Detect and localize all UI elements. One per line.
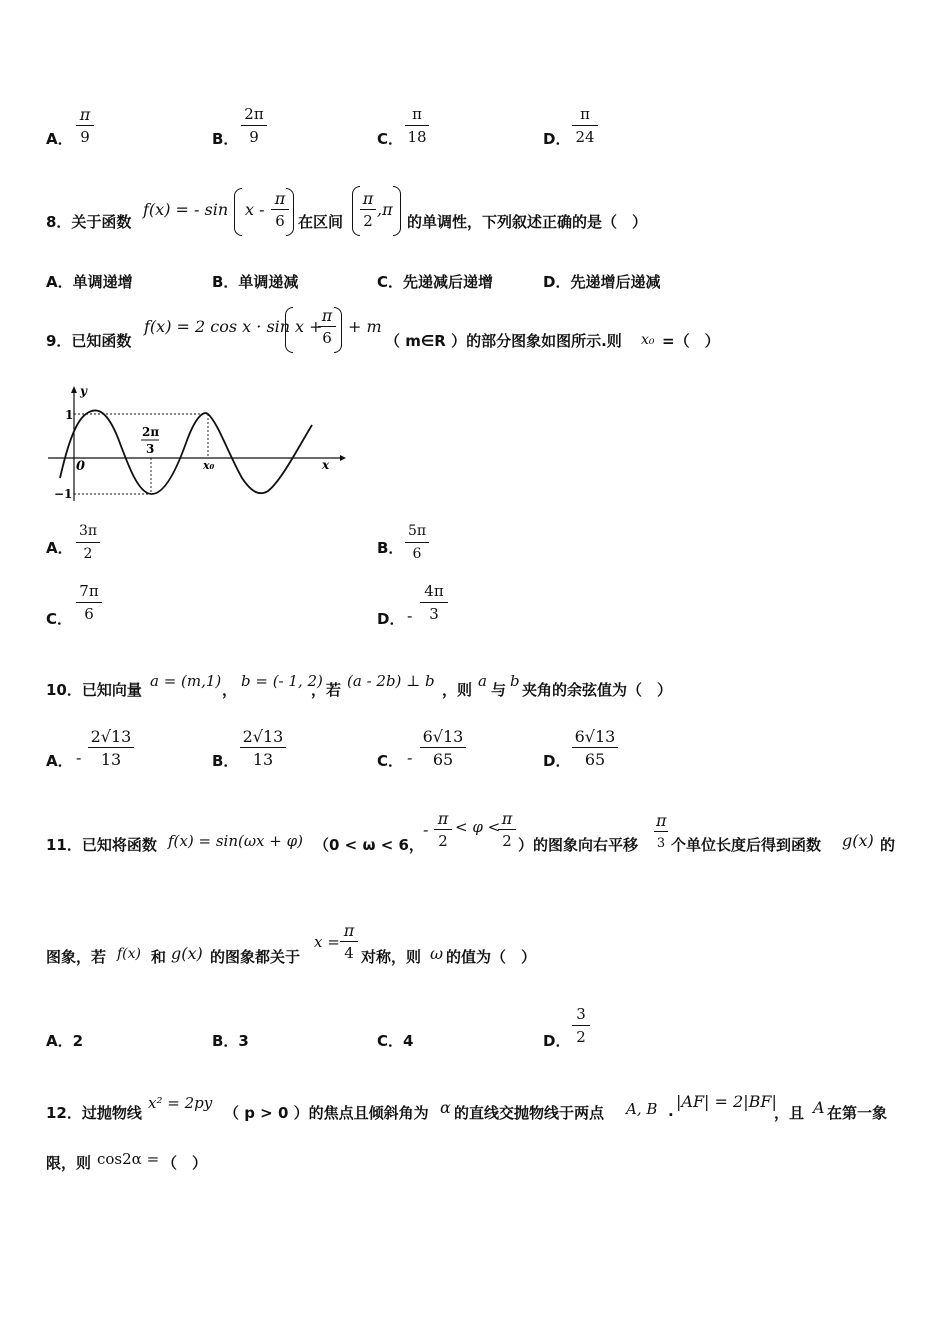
q7-option-c-fraction: $\frac{\pi}{18}$ bbox=[405, 106, 429, 146]
q9-condition: （ m∈R ）的部分图象如图所示.则 bbox=[385, 332, 622, 350]
q10-mid: ，则 bbox=[442, 681, 473, 699]
q12-tail-2: 在第一象 bbox=[827, 1104, 888, 1122]
q10-option-a-label: A． bbox=[46, 752, 73, 770]
q11-option-d-fraction: $\frac{3}{2}$ bbox=[572, 1006, 590, 1046]
q11-g: g(x) bbox=[842, 831, 874, 850]
q9-option-d-label: D． bbox=[377, 610, 405, 628]
q9-x0: x₀ bbox=[641, 332, 655, 348]
q8-option-a: A．单调递增 bbox=[46, 273, 133, 291]
q7-option-b-fraction: $\frac{2\pi}{9}$ bbox=[241, 106, 267, 146]
q10-option-b-fraction: $\frac{2√13}{13}$ bbox=[240, 728, 286, 768]
q8-interval-fraction: $\frac{\pi}{2}$ bbox=[360, 190, 376, 230]
q8-formula: f(x) = - sin bbox=[143, 200, 229, 219]
q9-sine-graph bbox=[46, 383, 346, 503]
q9-option-d-sign: - bbox=[407, 606, 413, 625]
q12-points: A, B bbox=[626, 1100, 658, 1118]
q11-symmetry-x: x = bbox=[314, 933, 340, 951]
q8-suffix: 的单调性，下列叙述正确的是（ ） bbox=[407, 213, 648, 231]
q10-b: b bbox=[510, 672, 520, 690]
q12-condition: （ p > 0 ）的焦点且倾斜角为 bbox=[224, 1104, 429, 1122]
q9-option-b-label: B． bbox=[377, 539, 404, 557]
q11-line2-b: 的图象都关于 bbox=[210, 948, 301, 966]
q10-prefix: 10．已知向量 bbox=[46, 681, 142, 699]
q11-phi-middle: < φ < bbox=[455, 818, 501, 836]
q9-plus-m: + m bbox=[348, 317, 382, 336]
q10-option-d-label: D． bbox=[543, 752, 571, 770]
q9-ask: =（ ） bbox=[662, 332, 720, 350]
q7-option-b-label: B． bbox=[212, 130, 239, 148]
q12-point-a: A bbox=[813, 1098, 825, 1117]
q12-prefix: 12．过抛物线 bbox=[46, 1104, 142, 1122]
q8-inner-fraction: $\frac{\pi}{6}$ bbox=[271, 190, 289, 230]
q10-condition: (a - 2b) ⊥ b bbox=[347, 672, 435, 690]
q9-tick-numerator: 2π bbox=[142, 425, 160, 439]
q11-shift-text: ）的图象向右平移 bbox=[518, 836, 639, 854]
q7-option-a-fraction: $\frac{\pi}{9}$ bbox=[76, 106, 94, 146]
q11-prefix: 11．已知将函数 bbox=[46, 836, 157, 854]
q12-mid: 的直线交抛物线于两点 bbox=[454, 1104, 605, 1122]
q10-option-a-fraction: $\frac{2√13}{13}$ bbox=[88, 728, 134, 768]
q11-option-a: A．2 bbox=[46, 1032, 84, 1050]
q11-symmetry-fraction: $\frac{\pi}{4}$ bbox=[340, 922, 358, 962]
q7-option-a-label: A． bbox=[46, 130, 73, 148]
q11-gx: g(x) bbox=[171, 944, 203, 963]
q9-option-a-fraction: $\frac{3\pi}{2}$ bbox=[76, 523, 100, 563]
q9-option-d-fraction: $\frac{4\pi}{3}$ bbox=[420, 583, 448, 623]
q9-option-c-label: C． bbox=[46, 610, 73, 628]
q8-option-c: C．先递减后递增 bbox=[377, 273, 494, 291]
q12-tail: ，且 bbox=[774, 1104, 805, 1122]
q8-interval-right bbox=[393, 186, 401, 236]
q9-formula: f(x) = 2 cos x · sin bbox=[144, 317, 291, 336]
q9-inner-fraction: $\frac{\pi}{6}$ bbox=[318, 307, 336, 347]
q10-option-a-sign: - bbox=[76, 748, 82, 767]
q8-paren-right bbox=[286, 188, 294, 236]
q8-interval-tail: ,π bbox=[377, 200, 393, 219]
q12-dot: . bbox=[668, 1102, 674, 1120]
q8-mid: 在区间 bbox=[298, 213, 344, 231]
q9-paren-left bbox=[285, 307, 293, 353]
q11-fx: f(x) bbox=[117, 946, 142, 962]
q11-phi-fraction-left: $\frac{\pi}{2}$ bbox=[434, 810, 452, 850]
q10-with: 与 bbox=[491, 681, 507, 699]
q8-prefix: 8．关于函数 bbox=[46, 213, 132, 231]
q7-option-d-fraction: $\frac{\pi}{24}$ bbox=[572, 106, 598, 146]
q11-tail: 个单位长度后得到函数 bbox=[671, 836, 822, 854]
q9-x-label: x bbox=[322, 458, 330, 472]
q11-option-c: C．4 bbox=[377, 1032, 414, 1050]
q11-condition-1: （0 < ω < 6， bbox=[314, 836, 424, 854]
q9-x-arrow bbox=[340, 455, 346, 461]
q11-and: 和 bbox=[151, 948, 167, 966]
q9-one-label: 1 bbox=[65, 408, 74, 422]
q9-origin-label: 0 bbox=[76, 459, 86, 474]
q10-option-c-sign: - bbox=[407, 748, 413, 767]
q10-option-d-fraction: $\frac{6√13}{65}$ bbox=[572, 728, 618, 768]
q7-option-d-label: D． bbox=[543, 130, 571, 148]
q9-paren-right bbox=[334, 307, 342, 353]
q8-interval-left bbox=[352, 186, 360, 236]
q9-option-b-fraction: $\frac{5\pi}{6}$ bbox=[405, 523, 429, 563]
q10-option-b-label: B． bbox=[212, 752, 239, 770]
q9-y-arrow bbox=[71, 386, 77, 393]
q11-shift-fraction: π 3 bbox=[656, 811, 667, 851]
q8-option-b: B．单调递减 bbox=[212, 273, 299, 291]
q9-y-label: y bbox=[80, 384, 87, 398]
q11-line2-d: 的值为（ ） bbox=[446, 948, 537, 966]
q9-neg-one-label: −1 bbox=[54, 487, 73, 501]
q9-option-a-label: A． bbox=[46, 539, 73, 557]
q12-relation: |AF| = 2|BF| bbox=[676, 1092, 777, 1111]
q9-x0-label: x₀ bbox=[203, 459, 215, 472]
q10-comma-2: ，若 bbox=[311, 681, 342, 699]
q9-curve bbox=[60, 410, 312, 494]
q10-comma-1: ， bbox=[222, 681, 238, 699]
q11-option-d-label: D． bbox=[543, 1032, 571, 1050]
q11-line2-c: 对称，则 bbox=[361, 948, 422, 966]
q12-line2: 限，则 bbox=[46, 1154, 92, 1172]
q8-inner-x: x - bbox=[245, 200, 265, 219]
q9-inner-x: x + bbox=[295, 317, 323, 336]
q10-a: a bbox=[478, 672, 487, 690]
q11-phi-lead: - bbox=[423, 820, 429, 839]
q11-formula: f(x) = sin(ωx + φ) bbox=[168, 832, 303, 850]
q8-paren-left bbox=[234, 188, 242, 236]
q10-option-c-fraction: $\frac{6√13}{65}$ bbox=[420, 728, 466, 768]
q9-tick-denominator: 3 bbox=[146, 442, 155, 456]
q8-option-d: D．先递增后递减 bbox=[543, 273, 661, 291]
q11-tail-2: 的 bbox=[880, 836, 896, 854]
q11-option-b: B．3 bbox=[212, 1032, 249, 1050]
q12-expression: cos2α = bbox=[97, 1150, 160, 1168]
q10-option-c-label: C． bbox=[377, 752, 404, 770]
q10-suffix: 夹角的余弦值为（ ） bbox=[522, 681, 673, 699]
q12-parabola: x² = 2py bbox=[148, 1094, 213, 1112]
q9-prefix: 9．已知函数 bbox=[46, 332, 132, 350]
q10-vector-a: a = (m,1) bbox=[150, 672, 222, 690]
q7-option-c-label: C． bbox=[377, 130, 404, 148]
q12-alpha: α bbox=[440, 1098, 451, 1117]
q10-vector-b: b = (- 1, 2) bbox=[241, 672, 323, 690]
q11-line2-a: 图象，若 bbox=[46, 948, 107, 966]
q11-omega: ω bbox=[430, 944, 444, 963]
q9-option-c-fraction: $\frac{7\pi}{6}$ bbox=[76, 583, 102, 623]
q12-ask: （ ） bbox=[162, 1154, 208, 1172]
q11-phi-fraction-right: $\frac{\pi}{2}$ bbox=[498, 810, 516, 850]
